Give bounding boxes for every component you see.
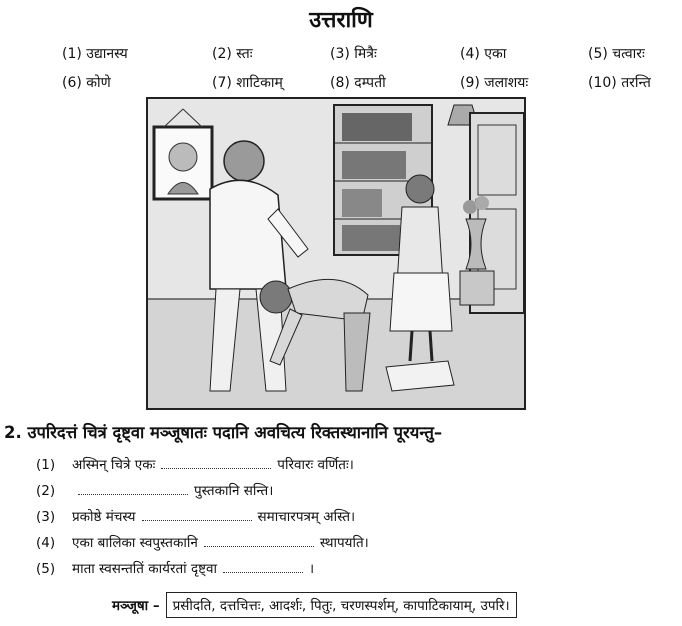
question-item: (3) प्रकोष्ठे मंचस्य समाचारपत्रम् अस्ति। — [36, 509, 356, 525]
page-title: उत्तराणि — [309, 8, 373, 33]
word-box-words: प्रसीदति, दत्तचित्तः, आदर्शः, पितुः, चरणस्पर्शम्, कापाटिकायाम्, उपरि। — [166, 592, 517, 618]
blank-field[interactable] — [142, 508, 252, 521]
answer-item: (3) मित्रैः — [330, 46, 377, 62]
answer-item: (9) जलाशयः — [460, 75, 529, 91]
blank-field[interactable] — [204, 534, 314, 547]
answer-list — [62, 44, 672, 92]
question-item: (4) एका बालिका स्वपुस्तकानि स्थापयति। — [36, 535, 369, 551]
word-box — [112, 592, 517, 618]
answer-item: (10) तरन्ति — [588, 75, 651, 91]
fill-blank-list — [36, 452, 369, 582]
question-item: (5) माता स्वसन्ततिं कार्यरतां दृष्ट्वा । — [36, 561, 315, 577]
answer-item: (1) उद्यानस्य — [62, 46, 128, 62]
answer-item: (7) शाटिकाम् — [212, 75, 283, 91]
question-item: (2) पुस्तकानि सन्ति। — [36, 483, 274, 499]
illustration-drawing — [148, 99, 524, 408]
question-item: (1) अस्मिन् चित्रे एकः परिवारः वर्णितः। — [36, 457, 354, 473]
word-box-label: मञ्जूषा – — [112, 598, 160, 614]
answer-item: (5) चत्वारः — [588, 46, 645, 62]
question-heading: 2. उपरिदत्तं चित्रं दृष्ट्वा मञ्जूषातः पदानि अवचित्य रिक्तस्थानानि पूरयन्तु– — [4, 423, 443, 442]
blank-field[interactable] — [161, 456, 271, 469]
blank-field[interactable] — [78, 482, 188, 495]
family-room-illustration — [146, 97, 526, 410]
answer-item: (8) दम्पती — [330, 75, 386, 91]
answer-item: (6) कोणे — [62, 75, 111, 91]
answer-item: (2) स्तः — [212, 46, 253, 62]
answer-item: (4) एका — [460, 46, 507, 62]
blank-field[interactable] — [223, 560, 303, 573]
